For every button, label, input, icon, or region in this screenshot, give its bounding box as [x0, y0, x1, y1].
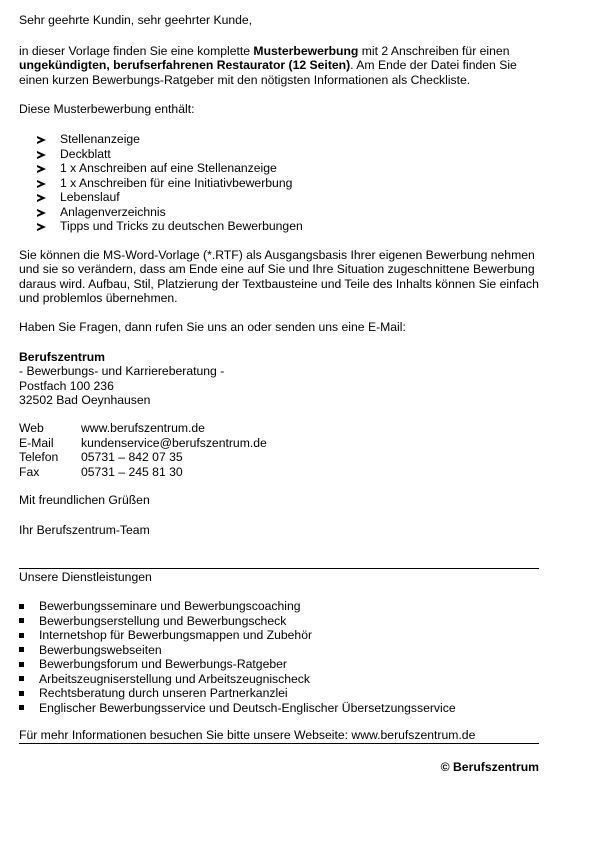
contact-value-fax: 05731 – 245 81 30 [81, 464, 183, 479]
checklist-item-label: 1 x Anschreiben auf eine Stellenanzeige [60, 161, 277, 175]
checklist-item-label: Tipps und Tricks zu deutschen Bewerbungen [60, 219, 303, 233]
service-item [19, 643, 456, 658]
contact-block [19, 421, 267, 479]
square-bullet-icon [19, 662, 24, 667]
checklist-item [37, 147, 303, 162]
city: 32502 Bad Oeynhausen [19, 392, 151, 407]
checklist-item [37, 190, 303, 205]
checklist-item [37, 205, 303, 220]
divider-bottom [19, 743, 539, 744]
checklist-item-label: Stellenanzeige [60, 132, 140, 146]
questions-paragraph: Haben Sie Fragen, dann rufen Sie uns an oder senden uns eine E-Mail: [19, 320, 406, 334]
contact-label-fax: Fax [19, 464, 40, 479]
square-bullet-icon [19, 676, 24, 681]
intro-bold-profession: ungekündigten, berufserfahrenen Restaurator (12 Seiten) [19, 58, 351, 73]
service-item-label: Arbeitszeugniserstellung und Arbeitszeugnischeck [39, 671, 310, 686]
contact-label-phone: Telefon [19, 450, 59, 464]
checklist-item-label: Anlagenverzeichnis [60, 204, 166, 219]
service-item-label: Englischer Bewerbungsservice und Deutsch-Englischer Übersetzungsservice [39, 700, 456, 715]
service-item [19, 672, 456, 687]
service-item [19, 701, 456, 716]
arrow-bullet-icon [37, 209, 46, 217]
checklist [37, 132, 303, 234]
divider-top [19, 568, 539, 569]
closing: Mit freundlichen Grüßen [19, 493, 150, 507]
word-template-paragraph: Sie können die MS-Word-Vorlage (*.RTF) als Ausgangsbasis Ihrer eigenen Bewerbung nehmen und sie so verändern, dass am Ende eine auf Sie und Ihre Situation zugeschnittene Bewerbung daraus wird. Aufbau, Stil, Platzierung der Textbausteine und Teile des Inhalts können Sie einfach und problemlos übernehmen. [19, 248, 539, 305]
service-item [19, 614, 456, 629]
more-info-text: Für mehr Informationen besuchen Sie bitte unsere Webseite: www.berufszentrum.de [19, 728, 476, 742]
contact-label-email: E-Mail [19, 435, 54, 450]
contact-value-phone: 05731 – 842 07 35 [81, 450, 183, 464]
company-name: Berufszentrum [19, 350, 106, 364]
arrow-bullet-icon [37, 180, 46, 188]
service-item-label: Rechtsberatung durch unseren Partnerkanzlei [39, 686, 288, 700]
arrow-bullet-icon [37, 151, 46, 159]
service-item [19, 599, 456, 614]
service-item-label: Bewerbungserstellung und Bewerbungscheck [39, 613, 287, 628]
service-item-label: Bewerbungsforum und Bewerbungs-Ratgeber [39, 657, 287, 671]
intro-text-1: in dieser Vorlage finden Sie eine komplette [19, 44, 254, 58]
square-bullet-icon [19, 647, 24, 652]
checklist-item-label: Deckblatt [60, 146, 111, 161]
postbox: Postfach 100 236 [19, 378, 114, 393]
square-bullet-icon [19, 633, 24, 638]
service-item [19, 628, 456, 643]
contact-value-web: www.berufszentrum.de [81, 421, 205, 435]
square-bullet-icon [19, 618, 24, 623]
intro-bold-sample: Musterbewerbung [253, 44, 359, 58]
intro-text-3: . Am Ende der Datei finden Sie einen kurzen Bewerbungs-Ratgeber mit den nötigsten Informationen als Checkliste. [19, 58, 517, 87]
contact-label-web: Web [19, 421, 44, 435]
service-item-label: Internetshop für Bewerbungsmappen und Zubehör [39, 628, 313, 642]
square-bullet-icon [19, 705, 24, 710]
service-item-label: Bewerbungswebseiten [39, 642, 162, 657]
checklist-item [37, 161, 303, 176]
service-item [19, 657, 456, 672]
intro-paragraph [19, 44, 541, 87]
arrow-bullet-icon [37, 136, 46, 144]
greeting: Sehr geehrte Kundin, sehr geehrter Kunde, [19, 13, 253, 27]
service-item-label: Bewerbungsseminare und Bewerbungscoaching [39, 599, 301, 613]
address-block [19, 350, 224, 407]
intro-text-2: mit 2 Anschreiben für einen [358, 44, 510, 58]
signature-team: Ihr Berufszentrum-Team [19, 523, 150, 537]
square-bullet-icon [19, 691, 24, 696]
contact-value-email: kundenservice@berufszentrum.de [81, 435, 267, 450]
service-item [19, 686, 456, 701]
copyright: © Berufszentrum [440, 760, 539, 774]
square-bullet-icon [19, 604, 24, 609]
checklist-item-label: Lebenslauf [60, 190, 120, 204]
checklist-item-label: 1 x Anschreiben für eine Initiativbewerbung [60, 175, 293, 190]
services-list [19, 599, 456, 715]
arrow-bullet-icon [37, 165, 46, 173]
contains-heading: Diese Musterbewerbung enthält: [19, 102, 195, 116]
checklist-item [37, 219, 303, 234]
checklist-item [37, 176, 303, 191]
checklist-item [37, 132, 303, 147]
company-subtitle: - Bewerbungs- und Karriereberatung - [19, 364, 225, 379]
services-title: Unsere Dienstleistungen [19, 570, 152, 584]
arrow-bullet-icon [37, 194, 46, 202]
arrow-bullet-icon [37, 223, 46, 231]
